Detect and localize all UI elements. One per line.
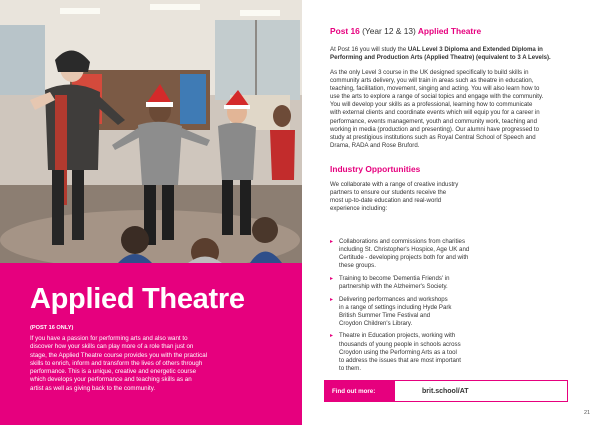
course-link[interactable]: brit.school/AT [422, 387, 469, 395]
intro-paragraph: If you have a passion for performing arts and also want to discover how your skills can play more of a role than just on stage, the Applied Theatre course provides you with the practical skills to enrich, inform and transform the lives of others through performance. This is a unique, creative and energetic course which develops your performance and teaching skills as an artist as well as giving back to the community. [30, 335, 208, 392]
performance-photo [0, 0, 302, 263]
post16-heading: Post 16 (Year 12 & 13) Applied Theatre [330, 26, 482, 36]
right-page [302, 0, 600, 425]
list-item: ▸ Collaborations and commissions from charities including St. Christopher's Hospice, Age UK and Certitude - developing projects both for and with these groups. [330, 238, 560, 270]
industry-heading: Industry Opportunities [330, 164, 421, 174]
list-item: ▸ Training to become 'Dementia Friends' in partnership with the Alzheimer's Society. [330, 275, 560, 291]
list-item: ▸ Delivering performances and workshops in a range of settings including Hyde Park British Summer Time Festival and Croydon Children's Library. [330, 296, 560, 328]
find-out-more-label: Find out more: [325, 381, 395, 401]
course-summary: At Post 16 you will study the UAL Level 3 Diploma and Extended Diploma in Performing and Production Arts (Applied Theatre) (equivalent to 3 A Levels). [330, 46, 551, 62]
post16-only-label: (POST 16 ONLY) [30, 325, 74, 331]
page-number: 21 [584, 410, 591, 416]
opportunities-list [330, 238, 560, 377]
list-item: ▸ Theatre in Education projects, working with thousands of young people in schools across Croydon using the Performing Arts as a tool to address the issues that are most important to them. [330, 332, 560, 372]
page-title: Applied Theatre [30, 283, 245, 315]
industry-intro: We collaborate with a range of creative industry partners to ensure our students receive the most up-to-date education and real-world experience including: [330, 181, 459, 213]
course-description: As the only Level 3 course in the UK designed specifically to build skills in community arts delivery, you will train in areas such as theatre in education, teaching, facilitation, movement, singing and acting. You will also learn how to use the arts to explore a range of social topics and engage with the community. You will develop your skills as a professional, learning how to communicate with external clients and coordinate events which will equip you for a career in performance, events management, youth and community work, teaching and working in media (production and presenting). Our alumni have progressed to study at prestigious institutions such as Royal Central School of Speech and Drama, RADA and Rose Bruford. [330, 69, 544, 149]
find-out-more-box[interactable] [324, 380, 568, 402]
